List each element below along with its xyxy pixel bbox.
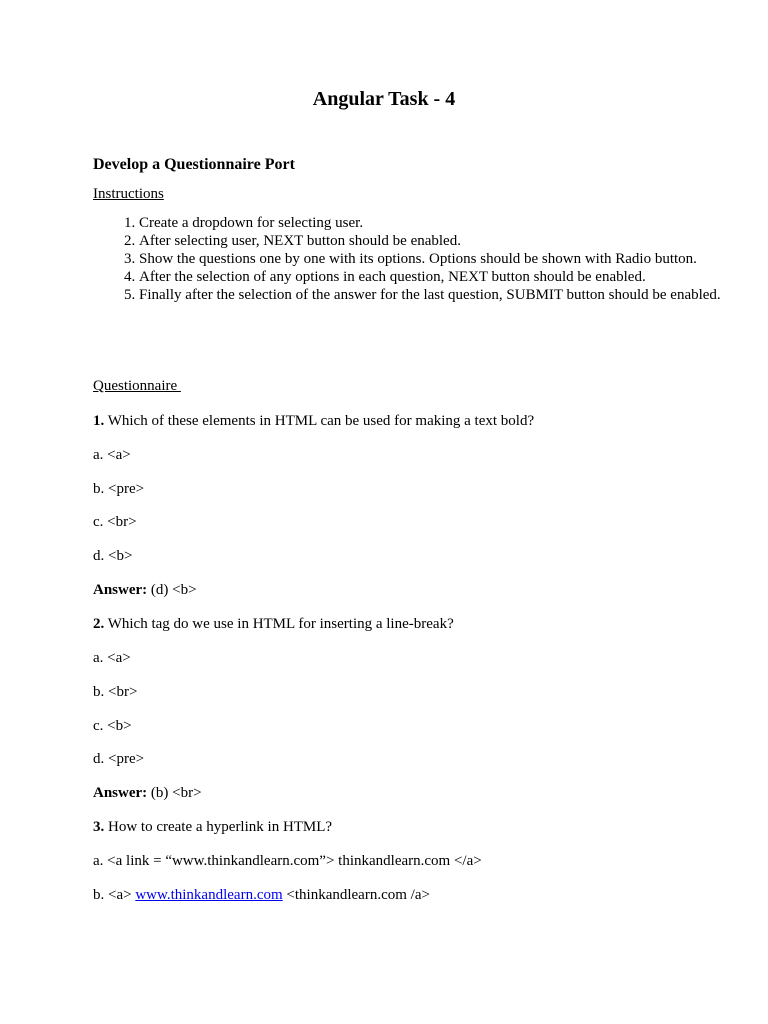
instructions-label: Instructions [93, 186, 164, 202]
instruction-item: 5. Finally after the selection of the answer for the last question, SUBMIT button should be enabled. [139, 286, 739, 304]
instruction-item: 2. After selecting user, NEXT button should be enabled. [139, 232, 739, 250]
q1-option-b: b. <pre> [93, 481, 145, 497]
q3-option-a: a. <a link = “www.thinkandlearn.com”> thinkandlearn.com </a> [93, 853, 482, 869]
q1-option-d: d. <b> [93, 548, 133, 564]
q2-answer [93, 784, 202, 802]
question-text: Which of these elements in HTML can be used for making a text bold? [104, 413, 535, 429]
question-text: How to create a hyperlink in HTML? [104, 819, 333, 835]
question-number: 2. [93, 616, 105, 632]
question-3 [93, 818, 332, 836]
q2-option-d: d. <pre> [93, 751, 145, 767]
document-title: Angular Task - 4 [312, 88, 456, 110]
q2-option-a: a. <a> [93, 650, 131, 666]
option-prefix: b. <a> [93, 887, 136, 903]
option-suffix: <thinkandlearn.com /a> [282, 887, 430, 903]
q1-option-c: c. <br> [93, 514, 137, 530]
answer-label: Answer: [93, 582, 148, 598]
answer-label: Answer: [93, 785, 148, 801]
answer-value: (d) <b> [147, 582, 197, 598]
q1-option-a: a. <a> [93, 447, 131, 463]
instruction-item: 3. Show the questions one by one with its options. Options should be shown with Radio button. [139, 250, 739, 268]
question-number: 1. [93, 413, 105, 429]
question-text: Which tag do we use in HTML for inserting a line-break? [104, 616, 454, 632]
instruction-item: 4. After the selection of any options in each question, NEXT button should be enabled. [139, 268, 739, 286]
instructions-list [93, 214, 739, 304]
q1-answer [93, 581, 197, 599]
question-1 [93, 412, 534, 430]
task-heading: Develop a Questionnaire Port [93, 156, 295, 173]
q3-option-b [93, 886, 430, 904]
thinkandlearn-link[interactable]: www.thinkandlearn.com [135, 887, 283, 903]
q2-option-b: b. <br> [93, 684, 138, 700]
q2-option-c: c. <b> [93, 718, 132, 734]
questionnaire-label: Questionnaire [93, 378, 181, 394]
instruction-item: 1. Create a dropdown for selecting user. [139, 214, 739, 232]
question-number: 3. [93, 819, 105, 835]
question-2 [93, 615, 454, 633]
answer-value: (b) <br> [147, 785, 202, 801]
